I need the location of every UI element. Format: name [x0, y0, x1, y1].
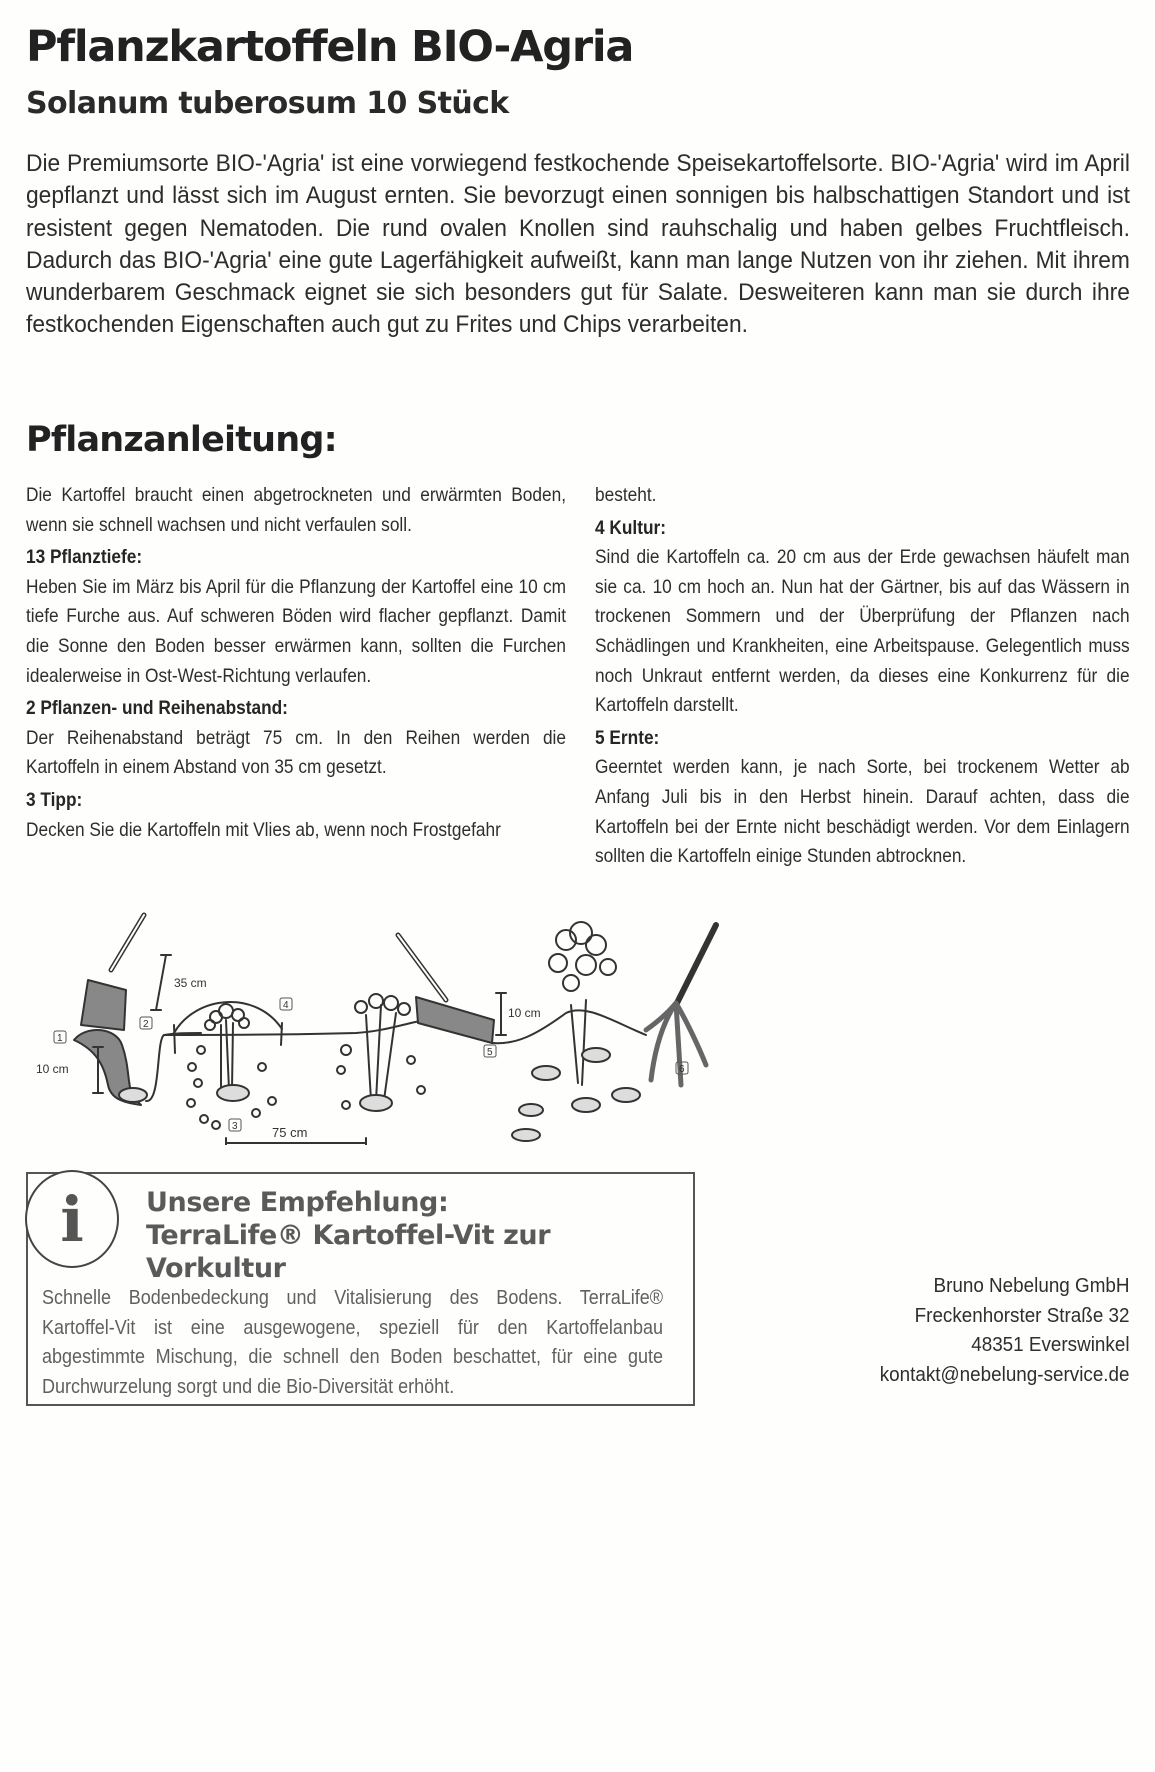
section-text-harvest: Geerntet werden kann, je nach Sorte, bei trockenem Wetter ab Anfang Juli bis in den Herbst hinein. Darauf achten, dass die Kartoffeln bei der Ernte nicht beschädigt werden. Vor dem Einlagern sollten die Kartoffeln einige Stunden abtrocknen.: [595, 757, 1130, 868]
section-title-depth: 13 Pflanztiefe:: [26, 547, 143, 569]
company-street: Freckenhorster Straße 32: [915, 1303, 1130, 1327]
company-email[interactable]: kontakt@nebelung-service.de: [880, 1362, 1130, 1386]
instructions-lead: Die Kartoffel braucht einen abgetrockneten und erwärmten Boden, wenn sie schnell wachsen und nicht verfaulen soll.: [26, 485, 566, 536]
recommendation-box: [26, 1172, 695, 1406]
section-title-spacing: 2 Pflanzen- und Reihenabstand:: [26, 698, 288, 720]
marker-6: 6: [679, 1064, 685, 1075]
label-row-spacing: 75 cm: [272, 1125, 308, 1140]
page-subtitle: Solanum tuberosum 10 Stück: [26, 86, 509, 121]
section-text-culture: Sind die Kartoffeln ca. 20 cm aus der Erde gewachsen häufelt man sie ca. 10 cm hoch an. Nun hat der Gärtner, bis auf das Wässern in trockenen Sommern und der Überprüfung der Pflanzen nach Schädlingen und Krankheiten, eine Arbeitspause. Gelegentlich muss noch Unkraut entfernt werden, da dieses eine Konkurrenz für die Kartoffeln darstellt.: [595, 547, 1130, 717]
marker-3: 3: [232, 1121, 238, 1132]
marker-2: 2: [143, 1019, 149, 1030]
label-plant-spacing: 35 cm: [174, 976, 207, 990]
section-title-tip: 3 Tipp:: [26, 789, 83, 811]
section-title-culture: 4 Kultur:: [595, 517, 667, 539]
page-title: Pflanzkartoffeln BIO-Agria: [26, 22, 634, 72]
marker-1: 1: [57, 1033, 63, 1044]
section-text-tip: Decken Sie die Kartoffeln mit Vlies ab, wenn noch Frostgefahr: [26, 819, 501, 841]
company-address: [858, 1271, 1130, 1389]
company-city: 48351 Everswinkel: [971, 1333, 1130, 1356]
planting-illustration: [26, 905, 726, 1145]
recommendation-text: Schnelle Bodenbedeckung und Vitalisierung des Bodens. TerraLife® Kartoffel-Vit ist eine ausgewogene, speziell für den Kartoffelanbau abgestimmte Mischung, die schnell den Boden beschattet, für eine gute Durchwurzelung sorgt und die Bio-Diversität erhöht.: [42, 1287, 663, 1398]
marker-4: 4: [283, 1000, 289, 1011]
section-text-tip-continued: besteht.: [595, 485, 657, 506]
instructions-column-left: [26, 481, 566, 848]
info-icon: i: [25, 1170, 119, 1268]
instructions-column-right: [595, 481, 1130, 875]
section-text-spacing: Der Reihenabstand beträgt 75 cm. In den Reihen werden die Kartoffeln in einem Abstand von 35 cm gesetzt.: [26, 727, 566, 779]
company-name: Bruno Nebelung GmbH: [933, 1274, 1130, 1297]
section-title-harvest: 5 Ernte:: [595, 727, 660, 749]
recommendation-title-line1: Unsere Empfehlung:: [146, 1187, 449, 1218]
section-text-depth: Heben Sie im März bis April für die Pflanzung der Kartoffel eine 10 cm tiefe Furche aus. Auf schweren Böden wird flacher gepflanzt. Damit die Sonne den Boden besser erwärmen kann, sollten die Furchen idealerweise in Ost-West-Richtung verlaufen.: [26, 576, 566, 687]
recommendation-title: [146, 1186, 693, 1285]
intro-paragraph: Die Premiumsorte BIO-'Agria' ist eine vorwiegend festkochende Speisekartoffelsorte. BIO-'Agria' wird im April gepflanzt und lässt sich im August ernten. Sie bevorzugt einen sonnigen bis halbschattigen Standort und ist resistent gegen Nematoden. Die rund ovalen Knollen sind rauhschalig und haben gelbes Fruchtfleisch. Dadurch das BIO-'Agria' eine gute Lagerfähigkeit aufweißt, kann man lange Nutzen von ihr ziehen. Mit ihrem wunderbarem Geschmack eignet sie sich besonders gut für Salate. Desweiteren kann man sie durch ihre festkochenden Eigenschaften auch gut zu Frites und Chips verarbeiten.: [26, 150, 1130, 339]
marker-5: 5: [487, 1047, 493, 1058]
label-depth: 10 cm: [36, 1062, 69, 1076]
instructions-heading: Pflanzanleitung:: [26, 420, 337, 460]
label-hill-height: 10 cm: [508, 1006, 541, 1020]
recommendation-title-line2: TerraLife® Kartoffel-Vit zur Vorkultur: [146, 1220, 551, 1284]
